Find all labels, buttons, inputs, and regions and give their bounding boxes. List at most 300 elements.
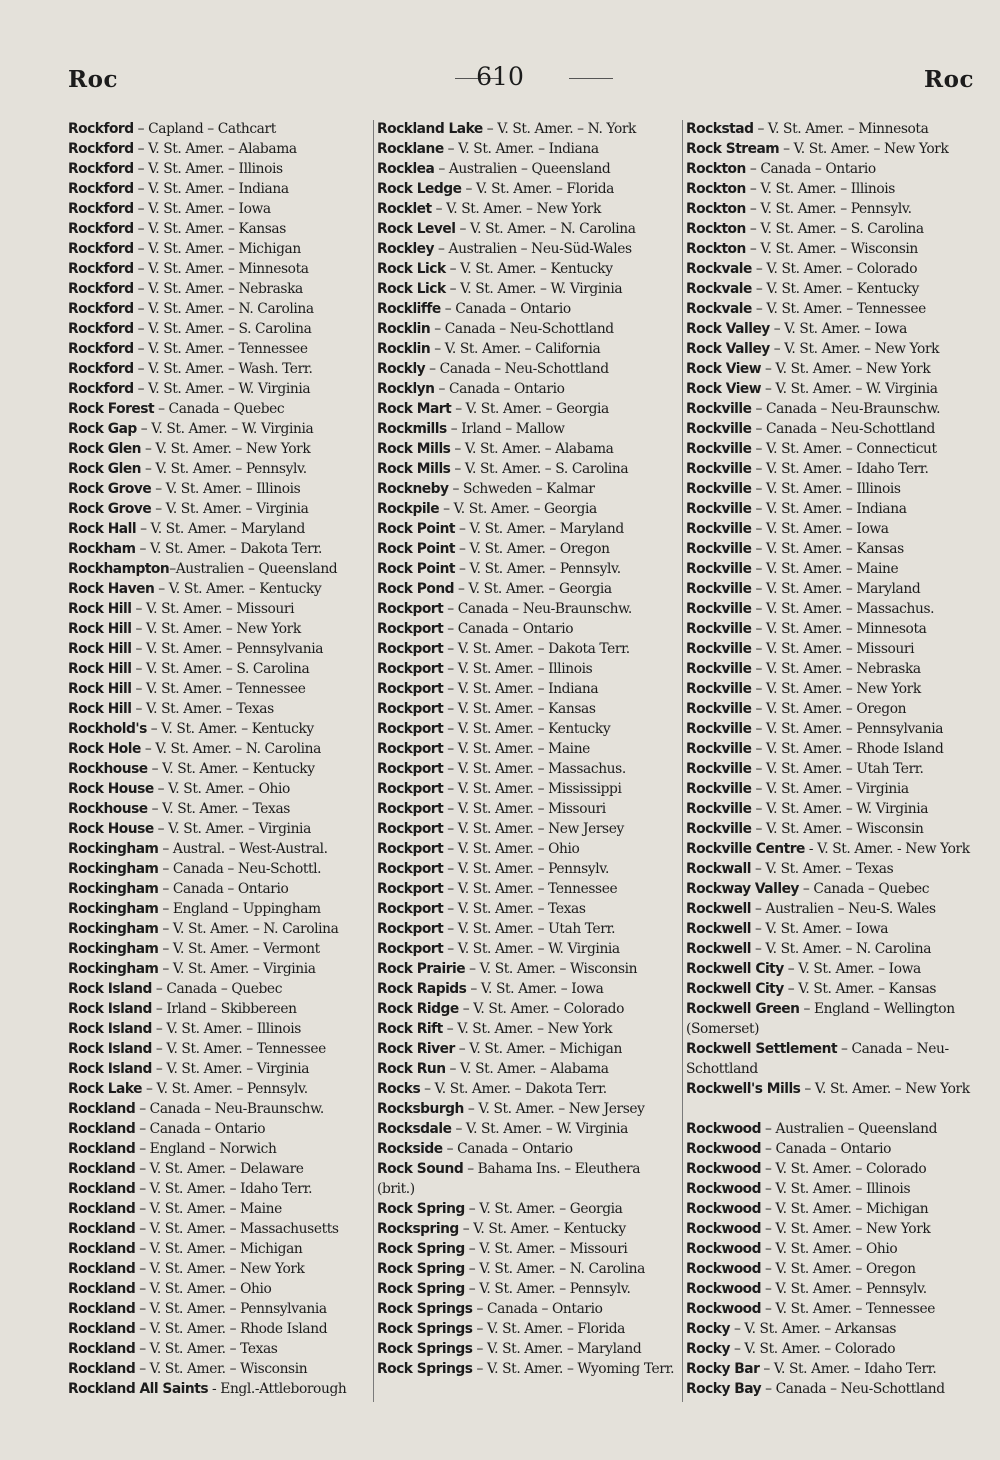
- gazetteer-entry: [68, 1279, 368, 1299]
- gazetteer-entry: [68, 939, 368, 959]
- gazetteer-entry: [686, 1279, 986, 1299]
- gazetteer-entry: [686, 839, 986, 859]
- place-name: Rock Grove: [68, 501, 152, 517]
- place-location: – V. St. Amer. – W. Virginia: [133, 381, 311, 397]
- gazetteer-entry: [377, 1339, 677, 1359]
- gazetteer-entry: [377, 319, 677, 339]
- gazetteer-entry: [68, 579, 368, 599]
- gazetteer-column-1: [68, 119, 368, 1401]
- place-location: – V. St. Amer. – Indiana: [443, 681, 599, 697]
- gazetteer-entry: [686, 1079, 986, 1119]
- gazetteer-entry: [377, 939, 677, 959]
- gazetteer-entry: [377, 699, 677, 719]
- place-name: Rockport: [377, 621, 444, 637]
- place-location: – V. St. Amer. – Texas: [443, 901, 586, 917]
- place-name: Rockland: [68, 1281, 136, 1297]
- gazetteer-column-3: [686, 119, 986, 1401]
- place-location: – V. St. Amer. – New York: [779, 141, 949, 157]
- place-location: – V. St. Amer. – Alabama: [450, 441, 614, 457]
- place-location: – Canada – Ontario: [135, 1121, 266, 1137]
- gazetteer-entry: [686, 579, 986, 599]
- place-name: Rockport: [377, 681, 444, 697]
- gazetteer-entry: [686, 1179, 986, 1199]
- place-name: Rockliffe: [377, 301, 441, 317]
- gazetteer-entry: [686, 939, 986, 959]
- gazetteer-entry: [377, 519, 677, 539]
- gazetteer-column-2: [377, 119, 677, 1401]
- place-name: Rockford: [68, 121, 134, 137]
- gazetteer-entry: [686, 1159, 986, 1179]
- gazetteer-entry: [686, 1119, 986, 1139]
- gazetteer-entry: [686, 1239, 986, 1259]
- place-location: – V. St. Amer. – Pennsylvania: [751, 721, 944, 737]
- place-name: Rock Hall: [68, 521, 137, 537]
- gazetteer-entry: [68, 779, 368, 799]
- place-name: Rock House: [68, 781, 154, 797]
- gazetteer-entry: [377, 779, 677, 799]
- place-location: – V. St. Amer. – Virginia: [153, 821, 311, 837]
- gazetteer-entry: [686, 339, 986, 359]
- gazetteer-entry: [377, 279, 677, 299]
- place-location: – V. St. Amer. – Kentucky: [147, 761, 315, 777]
- gazetteer-entry: [377, 639, 677, 659]
- place-location: – V. St. Amer. – New Jersey: [463, 1101, 645, 1117]
- place-location: – Canada – Neu-Schottl.: [158, 861, 322, 877]
- place-name: Rocky: [686, 1341, 730, 1357]
- gazetteer-entry: [68, 159, 368, 179]
- place-name: Rockstad: [686, 121, 754, 137]
- gazetteer-entry: [686, 1259, 986, 1279]
- gazetteer-entry: [377, 1279, 677, 1299]
- gazetteer-entry: [68, 659, 368, 679]
- place-location: – V. St. Amer. – Nebraska: [133, 281, 303, 297]
- place-location: – V. St. Amer. – Colorado: [458, 1001, 624, 1017]
- place-name: Rockland: [68, 1321, 136, 1337]
- place-name: Rock Springs: [377, 1321, 473, 1337]
- place-location: – V. St. Amer. – Pennsylv.: [464, 1281, 631, 1297]
- gazetteer-entry: [377, 959, 677, 979]
- place-location: – V. St. Amer. – Virginia: [151, 501, 309, 517]
- gazetteer-entry: [686, 159, 986, 179]
- gazetteer-entry: [377, 759, 677, 779]
- place-name: Rockley: [377, 241, 435, 257]
- place-name: Rockville: [686, 821, 752, 837]
- column-divider: [373, 120, 374, 1402]
- place-name: Rockland: [68, 1121, 136, 1137]
- gazetteer-entry: [686, 119, 986, 139]
- place-name: Rock Hill: [68, 701, 132, 717]
- place-location: – V. St. Amer. – Minnesota: [133, 261, 309, 277]
- place-name: Rock Hill: [68, 661, 132, 677]
- place-name: Rockville: [686, 781, 752, 797]
- place-location: – V. St. Amer. – Wash. Terr.: [133, 361, 313, 377]
- gazetteer-entry: [686, 679, 986, 699]
- place-location: – V. St. Amer. – Indiana: [751, 501, 907, 517]
- gazetteer-entry: [377, 979, 677, 999]
- gazetteer-entry: [377, 459, 677, 479]
- place-name: Rockland: [68, 1181, 136, 1197]
- place-location: – V. St. Amer. – Virginia: [151, 1061, 310, 1077]
- gazetteer-entry: [377, 139, 677, 159]
- gazetteer-entry: [68, 799, 368, 819]
- place-name: Rockport: [377, 781, 444, 797]
- place-name: Rock Gap: [68, 421, 137, 437]
- place-name: Rockingham: [68, 841, 159, 857]
- place-name: Rock Forest: [68, 401, 155, 417]
- gazetteer-entry: [377, 799, 677, 819]
- place-location: – Canada – Quebec: [798, 881, 930, 897]
- place-location: – V. St. Amer. – Utah Terr.: [751, 761, 924, 777]
- header-right-catchword: Roc: [924, 66, 974, 93]
- place-location: – V. St. Amer. – Georgia: [454, 581, 612, 597]
- place-name: Rock River: [377, 1041, 455, 1057]
- place-name: Rockton: [686, 221, 746, 237]
- place-location: – V. St. Amer. – Wisconsin: [745, 241, 918, 257]
- place-location: – V. St. Amer. – Tennessee: [131, 681, 306, 697]
- page-header: [0, 60, 1000, 100]
- place-name: Rockport: [377, 881, 444, 897]
- place-location: – Canada – Quebec: [154, 401, 285, 417]
- place-name: Rock Stream: [686, 141, 780, 157]
- place-location: – Canada – Neu-Schottland: [751, 421, 935, 437]
- place-name: Rockland: [68, 1141, 136, 1157]
- place-name: Rock Mart: [377, 401, 452, 417]
- place-location: – V. St. Amer. – Illinois: [761, 1181, 911, 1197]
- place-location: – V. St. Amer. – Minnesota: [751, 621, 927, 637]
- place-name: Rocks: [377, 1081, 421, 1097]
- place-name: Rockville: [686, 401, 752, 417]
- gazetteer-entry: [686, 139, 986, 159]
- gazetteer-entry: [68, 339, 368, 359]
- gazetteer-entry: [68, 279, 368, 299]
- gazetteer-entry: [68, 1219, 368, 1239]
- place-location: – V. St. Amer. – Kentucky: [443, 721, 611, 737]
- gazetteer-entry: [377, 399, 677, 419]
- gazetteer-entry: [377, 599, 677, 619]
- place-location: – V. St. Amer. – Mississippi: [443, 781, 622, 797]
- header-left-catchword: Roc: [68, 66, 118, 93]
- place-name: Rocklin: [377, 341, 431, 357]
- gazetteer-entry: [68, 879, 368, 899]
- gazetteer-entry: [377, 1239, 677, 1259]
- gazetteer-entry: [68, 1319, 368, 1339]
- place-location: – Austral. – West-Austral.: [158, 841, 328, 857]
- place-location: – V. St. Amer. – N. Carolina: [158, 921, 339, 937]
- place-location: – V. St. Amer. – W. Virginia: [136, 421, 314, 437]
- gazetteer-entry: [377, 239, 677, 259]
- gazetteer-entry: [686, 999, 986, 1039]
- place-name: Rockland: [68, 1261, 136, 1277]
- gazetteer-entry: [377, 1319, 677, 1339]
- place-location: – Canada – Quebec: [151, 981, 283, 997]
- place-name: Rockport: [377, 821, 444, 837]
- place-name: Rockport: [377, 601, 444, 617]
- gazetteer-entry: [686, 259, 986, 279]
- place-name: Rockport: [377, 761, 444, 777]
- place-location: – V. St. Amer. – N. Carolina: [455, 221, 636, 237]
- gazetteer-entry: [68, 1139, 368, 1159]
- place-location: – V. St. Amer. – Pennsylvania: [131, 641, 324, 657]
- gazetteer-entry: [686, 359, 986, 379]
- place-location: – V. St. Amer. – Tennessee: [133, 341, 308, 357]
- place-name: Rock Run: [377, 1061, 446, 1077]
- place-name: Rockwood: [686, 1141, 762, 1157]
- place-location: – Canada – Neu-Schottland: [761, 1381, 945, 1397]
- gazetteer-entry: [377, 859, 677, 879]
- gazetteer-entry: [686, 1379, 986, 1399]
- place-location: – V. St. Amer. – Georgia: [464, 1201, 623, 1217]
- place-name: Rockwood: [686, 1181, 762, 1197]
- gazetteer-entry: [686, 539, 986, 559]
- place-location: – V. St. Amer. – Nebraska: [751, 661, 921, 677]
- place-location: – Australien – Neu-S. Wales: [751, 901, 936, 917]
- place-location: – V. St. Amer. – Wisconsin: [751, 821, 924, 837]
- gazetteer-entry: [377, 419, 677, 439]
- gazetteer-entry: [68, 1239, 368, 1259]
- gazetteer-entry: [377, 619, 677, 639]
- place-name: Rockwell: [686, 921, 752, 937]
- place-location: – Canada – Neu-Braunschw.: [751, 401, 941, 417]
- gazetteer-entry: [686, 599, 986, 619]
- gazetteer-entry: [686, 919, 986, 939]
- place-name: Rockport: [377, 941, 444, 957]
- gazetteer-entry: [377, 159, 677, 179]
- place-location: – V. St. Amer. – Utah Terr.: [443, 921, 616, 937]
- place-location: – V. St. Amer. – New York: [761, 1221, 931, 1237]
- place-location: – V. St. Amer. – Maryland: [472, 1341, 642, 1357]
- gazetteer-entry: [68, 1119, 368, 1139]
- place-name: Rockland: [68, 1161, 136, 1177]
- place-location: – Canada – Neu-Braunschw.: [443, 601, 632, 617]
- gazetteer-entry: [68, 1079, 368, 1099]
- place-location: – V. St. Amer. – Minnesota: [753, 121, 929, 137]
- gazetteer-entry: [68, 599, 368, 619]
- place-name: Rockland All Saints: [68, 1381, 209, 1397]
- place-name: Rockville Centre: [686, 841, 805, 857]
- place-name: Rockport: [377, 841, 444, 857]
- place-name: Rockville: [686, 521, 752, 537]
- place-location: – V. St. Amer. – Illinois: [133, 161, 283, 177]
- place-location: – Australien – Neu-Süd-Wales: [434, 241, 632, 257]
- gazetteer-entry: [377, 679, 677, 699]
- place-location: - Engl.-Attleborough: [208, 1381, 347, 1397]
- place-location: – V. St. Amer. – Kansas: [783, 981, 937, 997]
- place-location: – V. St. Amer. – Iowa: [783, 961, 921, 977]
- gazetteer-entry: [68, 379, 368, 399]
- gazetteer-entry: [68, 699, 368, 719]
- place-name: Rockton: [686, 161, 746, 177]
- place-location: – V. St. Amer. – Kentucky: [751, 281, 919, 297]
- place-location: – V. St. Amer. – Iowa: [466, 981, 604, 997]
- gazetteer-entry: [686, 419, 986, 439]
- gazetteer-entry: [686, 899, 986, 919]
- place-location: – V. St. Amer. – Kansas: [443, 701, 596, 717]
- place-name: Rock Hill: [68, 601, 132, 617]
- place-location: - V. St. Amer. - New York: [804, 841, 970, 857]
- place-name: Rock Glen: [68, 441, 141, 457]
- gazetteer-entry: [68, 119, 368, 139]
- place-name: Rocky Bay: [686, 1381, 762, 1397]
- place-name: Rocklet: [377, 201, 432, 217]
- gazetteer-entry: [686, 299, 986, 319]
- place-location: – V. St. Amer. – New York: [751, 681, 921, 697]
- place-name: Rockwell Green: [686, 1001, 800, 1017]
- gazetteer-entry: [377, 1119, 677, 1139]
- gazetteer-entry: [377, 179, 677, 199]
- place-location: – V. St. Amer. – Massachus.: [443, 761, 626, 777]
- place-location: – Canada – Ontario: [761, 1141, 892, 1157]
- gazetteer-entry: [377, 379, 677, 399]
- gazetteer-entry: [377, 479, 677, 499]
- place-name: Rockside: [377, 1141, 443, 1157]
- gazetteer-entry: [686, 659, 986, 679]
- place-name: Rockland: [68, 1201, 136, 1217]
- gazetteer-entry: [686, 1219, 986, 1239]
- place-name: Rock Ridge: [377, 1001, 459, 1017]
- gazetteer-entry: [68, 759, 368, 779]
- gazetteer-entry: [68, 1039, 368, 1059]
- place-location: – V. St. Amer. – Rhode Island: [135, 1321, 328, 1337]
- gazetteer-entry: [68, 819, 368, 839]
- place-name: Rockingham: [68, 921, 159, 937]
- gazetteer-entry: [686, 1339, 986, 1359]
- place-location: – Canada – Ontario: [158, 881, 289, 897]
- place-name: Rockville: [686, 421, 752, 437]
- place-name: Rockvale: [686, 281, 752, 297]
- gazetteer-entry: [377, 299, 677, 319]
- gazetteer-entry: [686, 1039, 986, 1079]
- gazetteer-entry: [68, 479, 368, 499]
- gazetteer-entry: [686, 639, 986, 659]
- place-location: – V. St. Amer. – Maine: [751, 561, 899, 577]
- place-name: Rockland: [68, 1101, 136, 1117]
- place-location: – V. St. Amer. – Kansas: [133, 221, 286, 237]
- place-name: Rockford: [68, 361, 134, 377]
- place-name: Rockmills: [377, 421, 447, 437]
- place-name: Rockingham: [68, 861, 159, 877]
- place-location: – V. St. Amer. – Massachusetts: [135, 1221, 339, 1237]
- place-location: – V. St. Amer. – Tennessee: [443, 881, 618, 897]
- gazetteer-entry: [68, 259, 368, 279]
- place-name: Rockton: [686, 241, 746, 257]
- place-name: Rock Lake: [68, 1081, 143, 1097]
- gazetteer-entry: [68, 1299, 368, 1319]
- gazetteer-entry: [377, 879, 677, 899]
- gazetteer-entry: [377, 559, 677, 579]
- place-name: Rocky Bar: [686, 1361, 760, 1377]
- gazetteer-entry: [377, 919, 677, 939]
- place-name: Rock Pond: [377, 581, 455, 597]
- gazetteer-entry: [686, 499, 986, 519]
- gazetteer-entry: [377, 1019, 677, 1039]
- place-name: Rockspring: [377, 1221, 459, 1237]
- place-name: Rockville: [686, 541, 752, 557]
- gazetteer-entry: [68, 839, 368, 859]
- place-name: Rockingham: [68, 881, 159, 897]
- place-name: Rockwell City: [686, 981, 784, 997]
- place-location: – V. St. Amer. – Massachus.: [751, 601, 935, 617]
- gazetteer-entry: [68, 179, 368, 199]
- place-name: Rocklane: [377, 141, 444, 157]
- gazetteer-entry: [68, 399, 368, 419]
- place-location: – V. St. Amer. – Wisconsin: [465, 961, 638, 977]
- place-location: – V. St. Amer. – Maryland: [751, 581, 921, 597]
- place-name: Rockville: [686, 721, 752, 737]
- gazetteer-entry: [377, 439, 677, 459]
- place-name: Rock Sound: [377, 1161, 464, 1177]
- place-location: – V. St. Amer. – Indiana: [133, 181, 289, 197]
- place-name: Rockwell: [686, 941, 752, 957]
- place-name: Rockingham: [68, 941, 159, 957]
- place-location: – V. St. Amer. – Tennessee: [151, 1041, 326, 1057]
- gazetteer-entry: [377, 219, 677, 239]
- place-location: – V. St. Amer. – Illinois: [751, 481, 901, 497]
- gazetteer-entry: [377, 1079, 677, 1099]
- place-name: Rockland: [68, 1361, 136, 1377]
- place-location: – Canada – Ontario: [745, 161, 876, 177]
- place-name: Rockport: [377, 861, 444, 877]
- place-name: Rockville: [686, 661, 752, 677]
- place-name: Rockford: [68, 261, 134, 277]
- gazetteer-entry: [686, 199, 986, 219]
- place-name: Rocklea: [377, 161, 435, 177]
- place-name: Rockwell Settlement: [686, 1041, 838, 1057]
- place-name: Rockland: [68, 1341, 136, 1357]
- gazetteer-entry: [686, 179, 986, 199]
- place-name: Rockwood: [686, 1301, 762, 1317]
- place-location: – Canada – Ontario: [440, 301, 571, 317]
- place-location: – Bahama Ins. – Eleuthera (brit.): [377, 1161, 641, 1197]
- place-location: – V. St. Amer. – Virginia: [158, 961, 316, 977]
- gazetteer-entry: [68, 299, 368, 319]
- place-location: – Canada – Neu-Schottland: [430, 321, 614, 337]
- place-name: Rockville: [686, 481, 752, 497]
- place-location: – V. St. Amer. – New York: [761, 361, 931, 377]
- place-location: – V. St. Amer. – Georgia: [451, 401, 609, 417]
- place-location: – V. St. Amer. – S. Carolina: [745, 221, 924, 237]
- place-name: Rock Lick: [377, 281, 446, 297]
- place-name: Rockford: [68, 181, 134, 197]
- place-location: – Capland – Cathcart: [133, 121, 276, 137]
- place-name: Rockton: [686, 181, 746, 197]
- place-name: Rock Springs: [377, 1361, 473, 1377]
- place-location: – V. St. Amer. – Illinois: [745, 181, 895, 197]
- place-location: – England – Wellington (Somerset): [686, 1001, 955, 1037]
- place-name: Rock Island: [68, 1041, 152, 1057]
- gazetteer-entry: [686, 1299, 986, 1319]
- place-location: – V. St. Amer. – Maine: [135, 1201, 282, 1217]
- place-name: Rockford: [68, 321, 134, 337]
- gazetteer-entry: [68, 139, 368, 159]
- place-location: – V. St. Amer. – Missouri: [751, 641, 915, 657]
- place-name: Rockville: [686, 801, 752, 817]
- place-location: – Australien – Queensland: [761, 1121, 938, 1137]
- gazetteer-entry: [686, 399, 986, 419]
- place-location: – Irland – Mallow: [446, 421, 565, 437]
- place-name: Rock Springs: [377, 1341, 473, 1357]
- place-location: – Canada – Ontario: [472, 1301, 603, 1317]
- place-location: – V. St. Amer. – N. Carolina: [464, 1261, 645, 1277]
- gazetteer-entry: [377, 1159, 677, 1199]
- place-name: Rocklyn: [377, 381, 435, 397]
- gazetteer-entry: [68, 519, 368, 539]
- gazetteer-entry: [686, 779, 986, 799]
- place-location: – V. St. Amer. – W. Virginia: [761, 381, 938, 397]
- place-location: – V. St. Amer. – New York: [431, 201, 601, 217]
- place-location: – V. St. Amer. – Colorado: [761, 1161, 927, 1177]
- place-location: – V. St. Amer. – Kentucky: [154, 581, 322, 597]
- place-name: Rockville: [686, 461, 752, 477]
